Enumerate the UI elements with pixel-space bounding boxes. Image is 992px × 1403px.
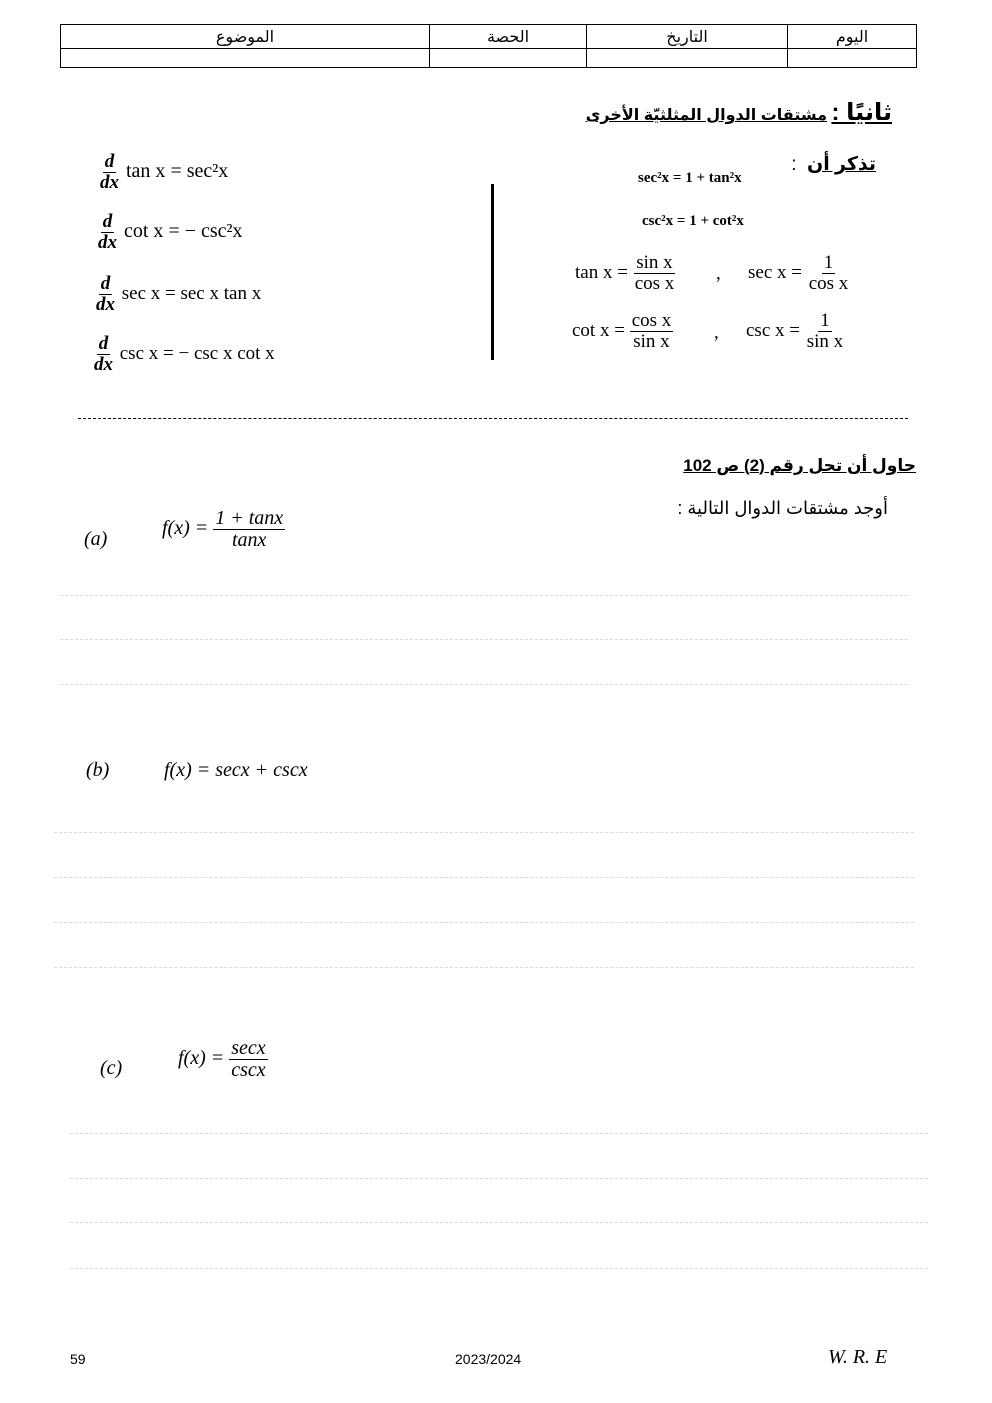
derivative-rule-3: $\frac{d}{dx}$ sec x = sec x tan x: [96, 273, 262, 315]
answer-line: [54, 922, 914, 923]
answer-line: [70, 1133, 928, 1134]
header-day-cell: [788, 49, 917, 68]
header-period-cell: [430, 49, 587, 68]
exercise-instruction: أوجد مشتقات الدوال التالية :: [677, 498, 888, 518]
answer-line: [54, 877, 914, 878]
recall-label: تذكر أن: [807, 154, 876, 175]
problem-b-label: (b): [86, 759, 110, 781]
answer-line: [54, 832, 914, 833]
separator-comma-2: ,: [714, 322, 719, 343]
cot-identity: cot x = $\frac{\text{cos x}}{\text{sin x}}$: [572, 310, 672, 352]
answer-line: [70, 1178, 928, 1179]
derivative-rule-1: $\frac{d}{dx}$ tan x = sec²x: [100, 151, 229, 193]
header-topic-cell: [61, 49, 430, 68]
answer-line: [60, 595, 908, 596]
answer-line: [60, 684, 908, 685]
sec-identity: sec x = $\frac{1}{\text{cos x}}$: [748, 252, 849, 294]
section-separator: [78, 418, 908, 419]
problem-c-expression: f(x) = $\frac{\sec x}{\csc x}$: [178, 1037, 266, 1081]
section-title: مشتقات الدوال المثلثيّة الأخرى: [585, 107, 828, 124]
header-day: اليوم: [788, 25, 917, 49]
page-number: 59: [70, 1351, 86, 1367]
header-date: التاريخ: [587, 25, 788, 49]
school-year: 2023/2024: [455, 1351, 522, 1367]
header-table: [60, 24, 917, 68]
answer-line: [70, 1268, 928, 1269]
answer-line: [54, 967, 914, 968]
problem-b-expression: f(x) = secx + cscx: [164, 759, 308, 781]
tan-identity: tan x = $\frac{\text{sin x}}{\text{cos x}}$: [575, 252, 675, 294]
section-heading: [586, 98, 892, 127]
derivative-rule-4: $\frac{d}{dx}$ csc x = − csc x cot x: [94, 333, 275, 375]
header-period: الحصة: [430, 25, 587, 49]
problem-a-expression: f(x) = $\frac{1 + \tan x}{\tan x}$: [162, 507, 284, 551]
section-number: ثانيًا :: [831, 99, 892, 126]
derivative-rule-2: $\frac{d}{dx}$ cot x = − csc²x: [98, 211, 243, 253]
answer-line: [70, 1222, 928, 1223]
identity-csc-cot: csc²x = 1 + cot²x: [642, 213, 744, 229]
answer-line: [60, 639, 908, 640]
recall-heading: [791, 153, 876, 176]
recall-colon: :: [791, 154, 797, 175]
problem-c-label: (c): [100, 1057, 123, 1079]
separator-comma-1: ,: [716, 263, 721, 284]
csc-identity: csc x = $\frac{1}{\text{sin x}}$: [746, 310, 844, 352]
author-initials: W. R. E: [828, 1346, 888, 1368]
vertical-divider: [491, 184, 494, 360]
problem-a-label: (a): [84, 528, 108, 550]
header-topic: الموضوع: [61, 25, 430, 49]
header-date-cell: [587, 49, 788, 68]
exercise-heading: حاول أن تحل رقم (2) ص 102: [683, 456, 916, 475]
identity-sec-tan: sec²x = 1 + tan²x: [638, 170, 742, 186]
